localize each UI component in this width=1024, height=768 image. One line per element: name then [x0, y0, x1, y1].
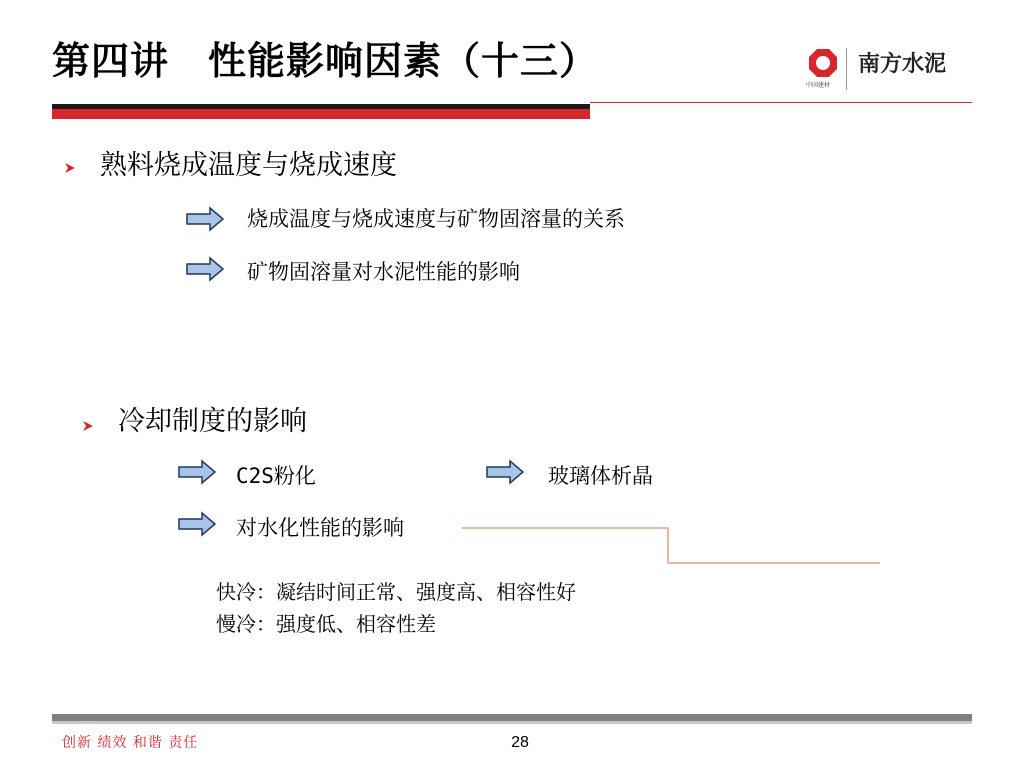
page-number: 28: [511, 734, 529, 751]
cooling-note: 快冷：凝结时间正常、强度高、相容性好: [216, 580, 576, 604]
logo-divider: [846, 48, 847, 90]
title-rule: [590, 102, 972, 103]
section2-item: 对水化性能的影响: [236, 516, 404, 540]
arrow-right-icon: [178, 511, 216, 537]
footer-rule-dark: [52, 714, 972, 721]
title-underline-red: [52, 109, 590, 119]
section2-item: C2S粉化: [236, 464, 316, 488]
cnbm-logo-icon: [808, 48, 838, 78]
footer-rule-light: [52, 721, 972, 724]
cooling-note: 慢冷：强度低、相容性差: [216, 612, 436, 636]
bullet-icon: [82, 420, 94, 432]
logo-subtitle: 中国建材: [806, 82, 831, 89]
bullet-icon: [64, 162, 76, 174]
section1-item: 烧成温度与烧成速度与矿物固溶量的关系: [247, 207, 625, 231]
logo-name: 南方水泥: [858, 52, 947, 77]
footer-slogan: 创新 绩效 和谐 责任: [62, 735, 199, 751]
section1-heading: 熟料烧成温度与烧成速度: [100, 150, 397, 181]
section1-item: 矿物固溶量对水泥性能的影响: [247, 260, 520, 284]
arrow-right-icon: [178, 459, 216, 485]
arrow-right-icon: [186, 256, 224, 282]
section2-heading: 冷却制度的影响: [118, 406, 307, 437]
section2-item: 玻璃体析晶: [548, 464, 653, 488]
arrow-right-icon: [486, 459, 524, 485]
page-title: 第四讲 性能影响因素（十三）: [52, 39, 599, 83]
arrow-right-icon: [186, 206, 224, 232]
connector-line: [462, 527, 882, 567]
